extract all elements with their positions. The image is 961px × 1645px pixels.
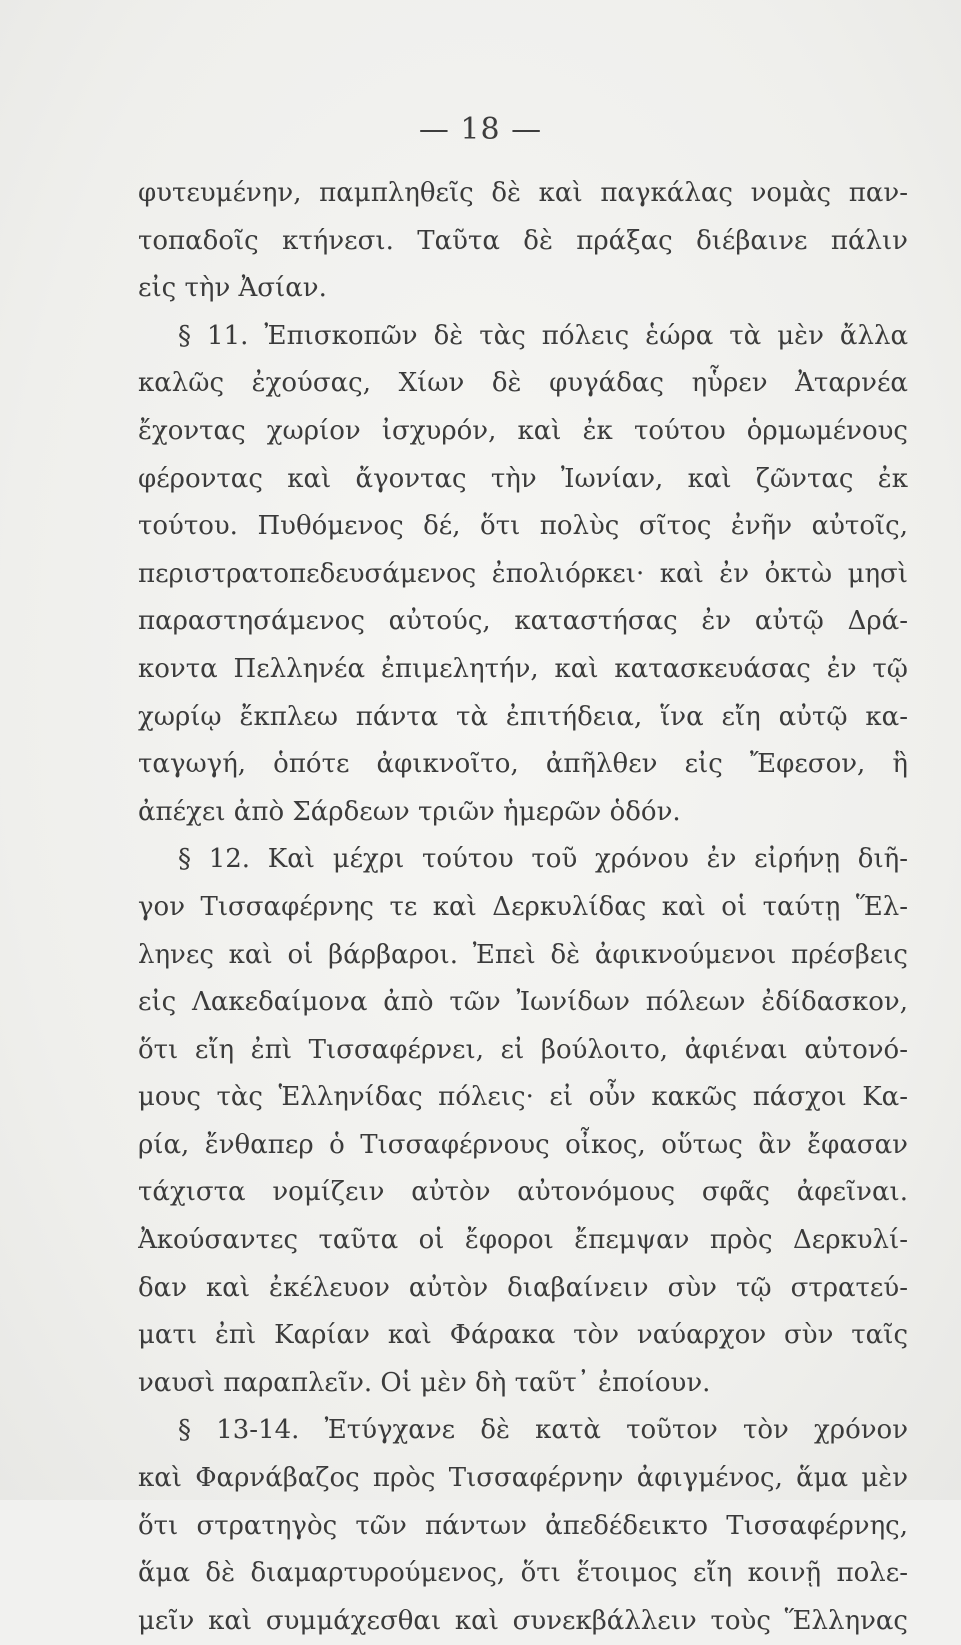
text-line: περιστρατοπεδευσάμενος ἐπολιόρκει· καὶ ἐν ὀκτὼ μησὶ [138, 558, 908, 589]
text-line: εἰς τὴν Ἀσίαν. [138, 273, 327, 304]
text-line: εἰς Λακεδαίμονα ἀπὸ τῶν Ἰωνίδων πόλεων ἐδίδασκον, [138, 987, 908, 1018]
text-line: γον Τισσαφέρνης τε καὶ Δερκυλίδας καὶ οἱ ταύτῃ Ἕλ- [138, 891, 908, 922]
text-line: τάχιστα νομίζειν αὐτὸν αὐτονόμους σφᾶς ἀφεῖναι. [138, 1177, 908, 1208]
text-line: χωρίῳ ἔκπλεω πάντα τὰ ἐπιτήδεια, ἵνα εἴη αὐτῷ κα- [138, 701, 908, 732]
text-line: καλῶς ἐχούσας, Χίων δὲ φυγάδας ηὗρεν Ἀταρνέα [138, 368, 908, 399]
text-line: ὅτι εἴη ἐπὶ Τισσαφέρνει, εἰ βούλοιτο, ἀφιέναι αὐτονό- [138, 1034, 908, 1065]
text-line: μους τὰς Ἑλληνίδας πόλεις· εἰ οὖν κακῶς πάσχοι Κα- [138, 1082, 908, 1113]
text-line: ρία, ἔνθαπερ ὁ Τισσαφέρνους οἶκος, οὕτως ἂν ἔφασαν [138, 1129, 908, 1160]
body-text [138, 170, 908, 1645]
section-heading-line: § 13-14. Ἐτύγχανε δὲ κατὰ τοῦτον τὸν χρόνον [178, 1415, 908, 1446]
text-line: παραστησάμενος αὐτούς, καταστήσας ἐν αὐτῷ Δρά- [138, 606, 908, 637]
text-line: ὅτι στρατηγὸς τῶν πάντων ἀπεδέδεικτο Τισσαφέρνης, [138, 1510, 908, 1541]
text-line: φυτευμένην, παμπληθεῖς δὲ καὶ παγκάλας νομὰς παν- [138, 178, 908, 208]
text-line: μεῖν καὶ συμμάχεσθαι καὶ συνεκβάλλειν τοὺς Ἕλληνας [138, 1605, 908, 1636]
text-line: φέροντας καὶ ἄγοντας τὴν Ἰωνίαν, καὶ ζῶντας ἐκ [138, 463, 908, 494]
text-line: ἅμα δὲ διαμαρτυρούμενος, ὅτι ἕτοιμος εἴη κοινῇ πολε- [138, 1558, 908, 1589]
text-line: ματι ἐπὶ Καρίαν καὶ Φάρακα τὸν ναύαρχον σὺν ταῖς [138, 1320, 908, 1351]
text-line: κοντα Πελληνέα ἐπιμελητήν, καὶ κατασκευάσας ἐν τῷ [138, 653, 908, 684]
text-line: Ἀκούσαντες ταῦτα οἱ ἔφοροι ἔπεμψαν πρὸς Δερκυλί- [138, 1225, 908, 1256]
text-line: ἔχοντας χωρίον ἰσχυρόν, καὶ ἐκ τούτου ὁρμωμένους [138, 415, 908, 446]
text-line: τούτου. Πυθόμενος δέ, ὅτι πολὺς σῖτος ἐνῆν αὐτοῖς, [138, 511, 908, 542]
text-line: ναυσὶ παραπλεῖν. Οἱ μὲν δὴ ταῦτ᾽ ἐποίουν. [138, 1367, 711, 1398]
page-number: — 18 — [418, 112, 543, 147]
section-heading-line: § 11. Ἐπισκοπῶν δὲ τὰς πόλεις ἑώρα τὰ μὲν ἄλλα [178, 320, 908, 351]
text-line: δαν καὶ ἐκέλευον αὐτὸν διαβαίνειν σὺν τῷ στρατεύ- [138, 1272, 908, 1303]
text-line: ταγωγή, ὁπότε ἀφικνοῖτο, ἀπῆλθεν εἰς Ἔφεσον, ἣ [138, 749, 908, 780]
text-line: τοπαδοῖς κτήνεσι. Ταῦτα δὲ πράξας διέβαινε πάλιν [138, 225, 908, 256]
text-line: ἀπέχει ἀπὸ Σάρδεων τριῶν ἡμερῶν ὁδόν. [138, 796, 681, 827]
text-line: καὶ Φαρνάβαζος πρὸς Τισσαφέρνην ἀφιγμένος, ἅμα μὲν [138, 1463, 908, 1494]
section-heading-line: § 12. Καὶ μέχρι τούτου τοῦ χρόνου ἐν εἰρήνῃ διῆ- [178, 844, 908, 875]
text-line: ληνες καὶ οἱ βάρβαροι. Ἐπεὶ δὲ ἀφικνούμενοι πρέσβεις [138, 939, 908, 970]
